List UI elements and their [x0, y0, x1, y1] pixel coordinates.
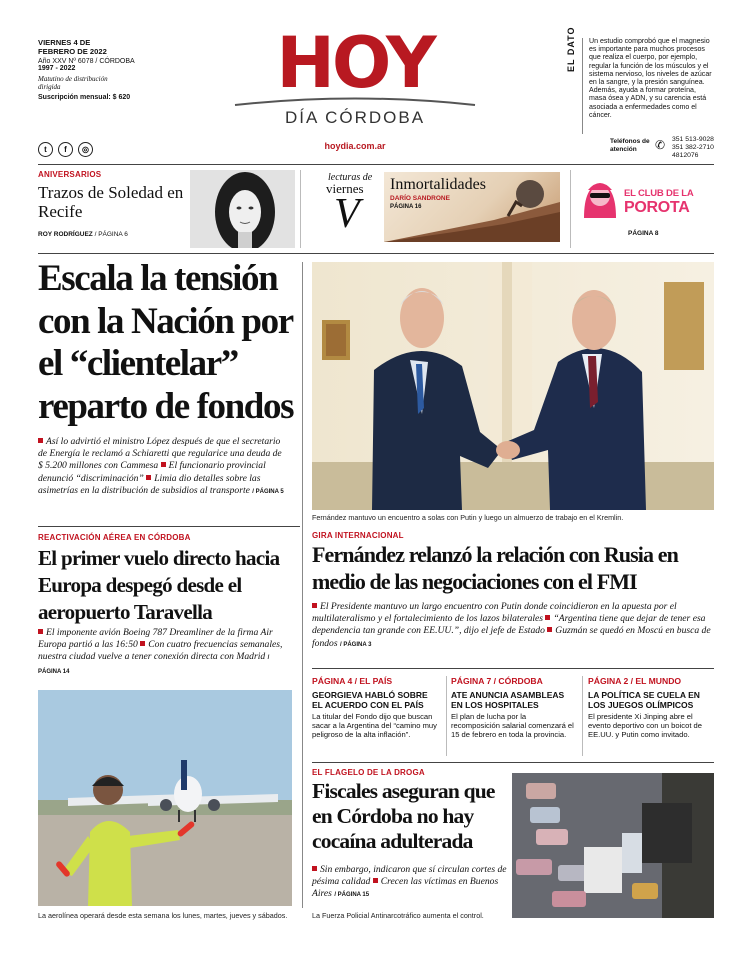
- phone-number[interactable]: 351 382-2710: [672, 144, 714, 152]
- box-title: GEORGIEVA HABLÓ SOBRE EL ACUERDO CON EL PAÍS: [312, 690, 428, 710]
- box-divider: [446, 676, 447, 756]
- lecturas-banner: [384, 172, 560, 242]
- droga-photo: [512, 773, 714, 918]
- teaser-kicker: ANIVERSARIOS: [38, 170, 102, 179]
- bullet-icon: [312, 603, 317, 608]
- box-text: La titular del Fondo dijo que buscan sacar a la Argentina del “camino muy peligroso de la alta inflación”.: [312, 712, 437, 740]
- gira-bullet: “Argentina tiene que dejar de tener esa dependencia tan grande con EE.UU.”, dijo el jefe de Estado: [312, 613, 706, 637]
- bullet-icon: [38, 629, 43, 634]
- droga-headline[interactable]: Fiscales aseguran que en Córdoba no hay cocaína adulterada: [312, 779, 495, 853]
- logo-subtitle: DÍA CÓRDOBA: [284, 108, 426, 127]
- drug-seizure-photo: [512, 773, 714, 918]
- portrait-illustration: [190, 170, 295, 248]
- phone-numbers: [672, 136, 714, 161]
- teaser-page: / PÁGINA 6: [94, 231, 128, 238]
- edition-issue: Año XXV Nº 6078 / CÓRDOBA: [38, 58, 135, 65]
- droga-summary: [312, 864, 508, 902]
- box-el-pais[interactable]: [312, 676, 440, 739]
- lead-bullet: Limia dio detalles sobre las asimetrías en la distribución de subsidios al transporte: [38, 472, 261, 496]
- logo[interactable]: [230, 22, 480, 151]
- droga-photo-caption: La Fuerza Policial Antinarcotráfico aumenta el control.: [312, 911, 484, 920]
- column-divider: [302, 262, 303, 908]
- teaser-author-name: ROY RODRÍGUEZ: [38, 231, 93, 238]
- edition-years: 1997 - 2022: [38, 65, 76, 72]
- box-title: ATE ANUNCIA ASAMBLEAS EN LOS HOSPITALES: [451, 690, 565, 710]
- box-cordoba[interactable]: [451, 676, 577, 739]
- edition-type: Matutino de distribución dirigida: [38, 75, 108, 91]
- bullet-icon: [312, 866, 317, 871]
- lecturas-line1: lecturas de: [328, 172, 373, 183]
- el-dato-text: Un estudio comprobó que el magnesio es importante para muchos procesos que realiza el cuerpo, por ejemplo, regular la función de los músculos y el sistema nervioso, los niveles de azúcar en la sangre, y la presión sanguínea. Además, ayuda a formar proteína, masa ósea y ADN, y su carencia está asociada a enfermedades como el cáncer.: [589, 38, 712, 119]
- masthead-rule: [38, 164, 714, 165]
- box-section: PÁGINA 4 / EL PAÍS: [312, 676, 393, 686]
- box-text: El presidente Xi Jinping abre el evento deportivo con un boicot de EE.UU. y Putin como invitado.: [588, 712, 702, 740]
- teaser-divider: [300, 170, 301, 248]
- twitter-icon[interactable]: t: [38, 142, 53, 157]
- droga-bullet: Crecen las víctimas en Buenos Aires: [312, 876, 499, 900]
- box-section: PÁGINA 7 / CÓRDOBA: [451, 676, 543, 686]
- bullet-icon: [140, 641, 145, 646]
- website[interactable]: hoydia.com.ar: [324, 141, 386, 151]
- bullet-icon: [161, 462, 166, 467]
- phone-icon: ✆: [655, 138, 666, 152]
- bullet-icon: [38, 438, 43, 443]
- el-dato-label: EL DATO: [566, 26, 576, 72]
- vuelo-bullet: El imponente avión Boeing 787 Dreamliner de la firma Air Europa partió a las 16:50: [38, 627, 273, 651]
- box-section: PÁGINA 2 / EL MUNDO: [588, 676, 682, 686]
- box-divider: [582, 676, 583, 756]
- bullet-icon: [373, 878, 378, 883]
- bullet-icon: [547, 627, 552, 632]
- gira-rule: [312, 668, 714, 669]
- gira-headline[interactable]: Fernández relanzó la relación con Rusia en medio de las negociaciones con el FMI: [312, 542, 678, 594]
- logo-text: HOY: [276, 22, 434, 104]
- lecturas-line2: viernes: [326, 181, 364, 196]
- boxes-rule: [312, 762, 714, 763]
- vuelo-photo-caption: La aerolínea operará desde esta semana los lunes, martes, jueves y sábados.: [38, 911, 288, 920]
- teaser-title: Trazos de Soledad en Recife: [38, 183, 184, 221]
- lead-bullet: Así lo advirtió el ministro López después de que el secretario de Energía le reclamó a Schiaretti que regularice una deuda de $ 5.200 millones con Cammesa: [38, 436, 282, 472]
- teaser-rule: [38, 253, 714, 254]
- vuelo-bullet: Con cuatro frecuencias semanales, nuestra ciudad vuelve a tener conexión directa con Madrid: [38, 639, 283, 663]
- lead-bullet: El funcionario provincial denunció “discriminación”: [38, 460, 266, 484]
- teaser-author: [38, 231, 188, 238]
- teaser-divider: [570, 170, 571, 248]
- phone-number[interactable]: 4812076: [672, 152, 699, 160]
- edition-date: VIERNES 4 DE FEBRERO DE 2022: [38, 38, 107, 56]
- airport-photo: [38, 690, 292, 906]
- gira-page-ref[interactable]: / PÁGINA 3: [340, 641, 372, 648]
- lead-summary: [38, 436, 284, 498]
- lecturas-title: Inmortalidades: [390, 176, 486, 193]
- gira-summary: [312, 601, 714, 651]
- lecturas-letter: V: [334, 191, 360, 237]
- gira-bullet: El Presidente mantuvo un largo encuentro con Putin donde coincidieron en la apuesta por el multilateralismo y el fortalecimiento de los lazos bilaterales: [312, 601, 677, 625]
- portrait-photo: [190, 170, 295, 248]
- porota-icon: [580, 178, 620, 222]
- vuelo-summary: [38, 627, 288, 678]
- gira-bullet: Guzmán se quedó en Moscú en busca de fondos: [312, 625, 711, 649]
- vuelo-photo: [38, 690, 292, 906]
- club-line2: POROTA: [624, 199, 690, 216]
- club-line1: EL CLUB DE LA: [624, 188, 694, 199]
- club-page: PÁGINA 8: [628, 230, 659, 237]
- box-title: LA POLÍTICA SE CUELA EN LOS JUEGOS OLÍMPICOS: [588, 690, 700, 710]
- gira-kicker: GIRA INTERNACIONAL: [312, 531, 404, 540]
- droga-page-ref[interactable]: / PÁGINA 15: [334, 892, 370, 899]
- droga-bullet: Sin embargo, indicaron que sí circulan cortes de pésima calidad: [312, 864, 507, 888]
- bullet-icon: [545, 615, 550, 620]
- edition-info: [38, 38, 158, 101]
- main-photo-caption: Fernández mantuvo un encuentro a solas con Putin y luego un almuerzo de trabajo en el Kremlin.: [312, 513, 624, 522]
- lecturas-author: DARÍO SANDRONE: [390, 195, 450, 202]
- droga-kicker: EL FLAGELO DE LA DROGA: [312, 768, 425, 777]
- instagram-icon[interactable]: ◎: [78, 142, 93, 157]
- lead-page-ref[interactable]: / PÁGINA 5: [252, 488, 284, 495]
- vuelo-kicker: REACTIVACIÓN AÉREA EN CÓRDOBA: [38, 533, 191, 542]
- main-photo: [312, 262, 714, 510]
- facebook-icon[interactable]: f: [58, 142, 73, 157]
- lead-headline[interactable]: Escala la tensión con la Nación por el “clientelar” reparto de fondos: [38, 258, 294, 427]
- phone-number[interactable]: 351 513-9028: [672, 136, 714, 143]
- vuelo-headline[interactable]: El primer vuelo directo hacia Europa despegó desde el aeropuerto Taravella: [38, 546, 280, 624]
- vuelo-page-ref[interactable]: / PÁGINA 14: [38, 655, 270, 675]
- vuelo-rule: [38, 526, 300, 527]
- teaser-aniversarios[interactable]: [38, 170, 188, 238]
- box-text: El plan de lucha por la recomposición salarial comenzará el 15 de febrero en toda la provincia.: [451, 712, 574, 740]
- putin-fernandez-photo: [312, 262, 714, 510]
- bullet-icon: [146, 475, 151, 480]
- el-dato-rule: [582, 38, 583, 134]
- phone-label: Teléfonos de atención: [610, 138, 650, 153]
- lecturas-page: PÁGINA 16: [390, 204, 422, 210]
- box-el-mundo[interactable]: [588, 676, 714, 739]
- social-links: [38, 139, 98, 157]
- subscription-price: Suscripción mensual: $ 620: [38, 94, 131, 101]
